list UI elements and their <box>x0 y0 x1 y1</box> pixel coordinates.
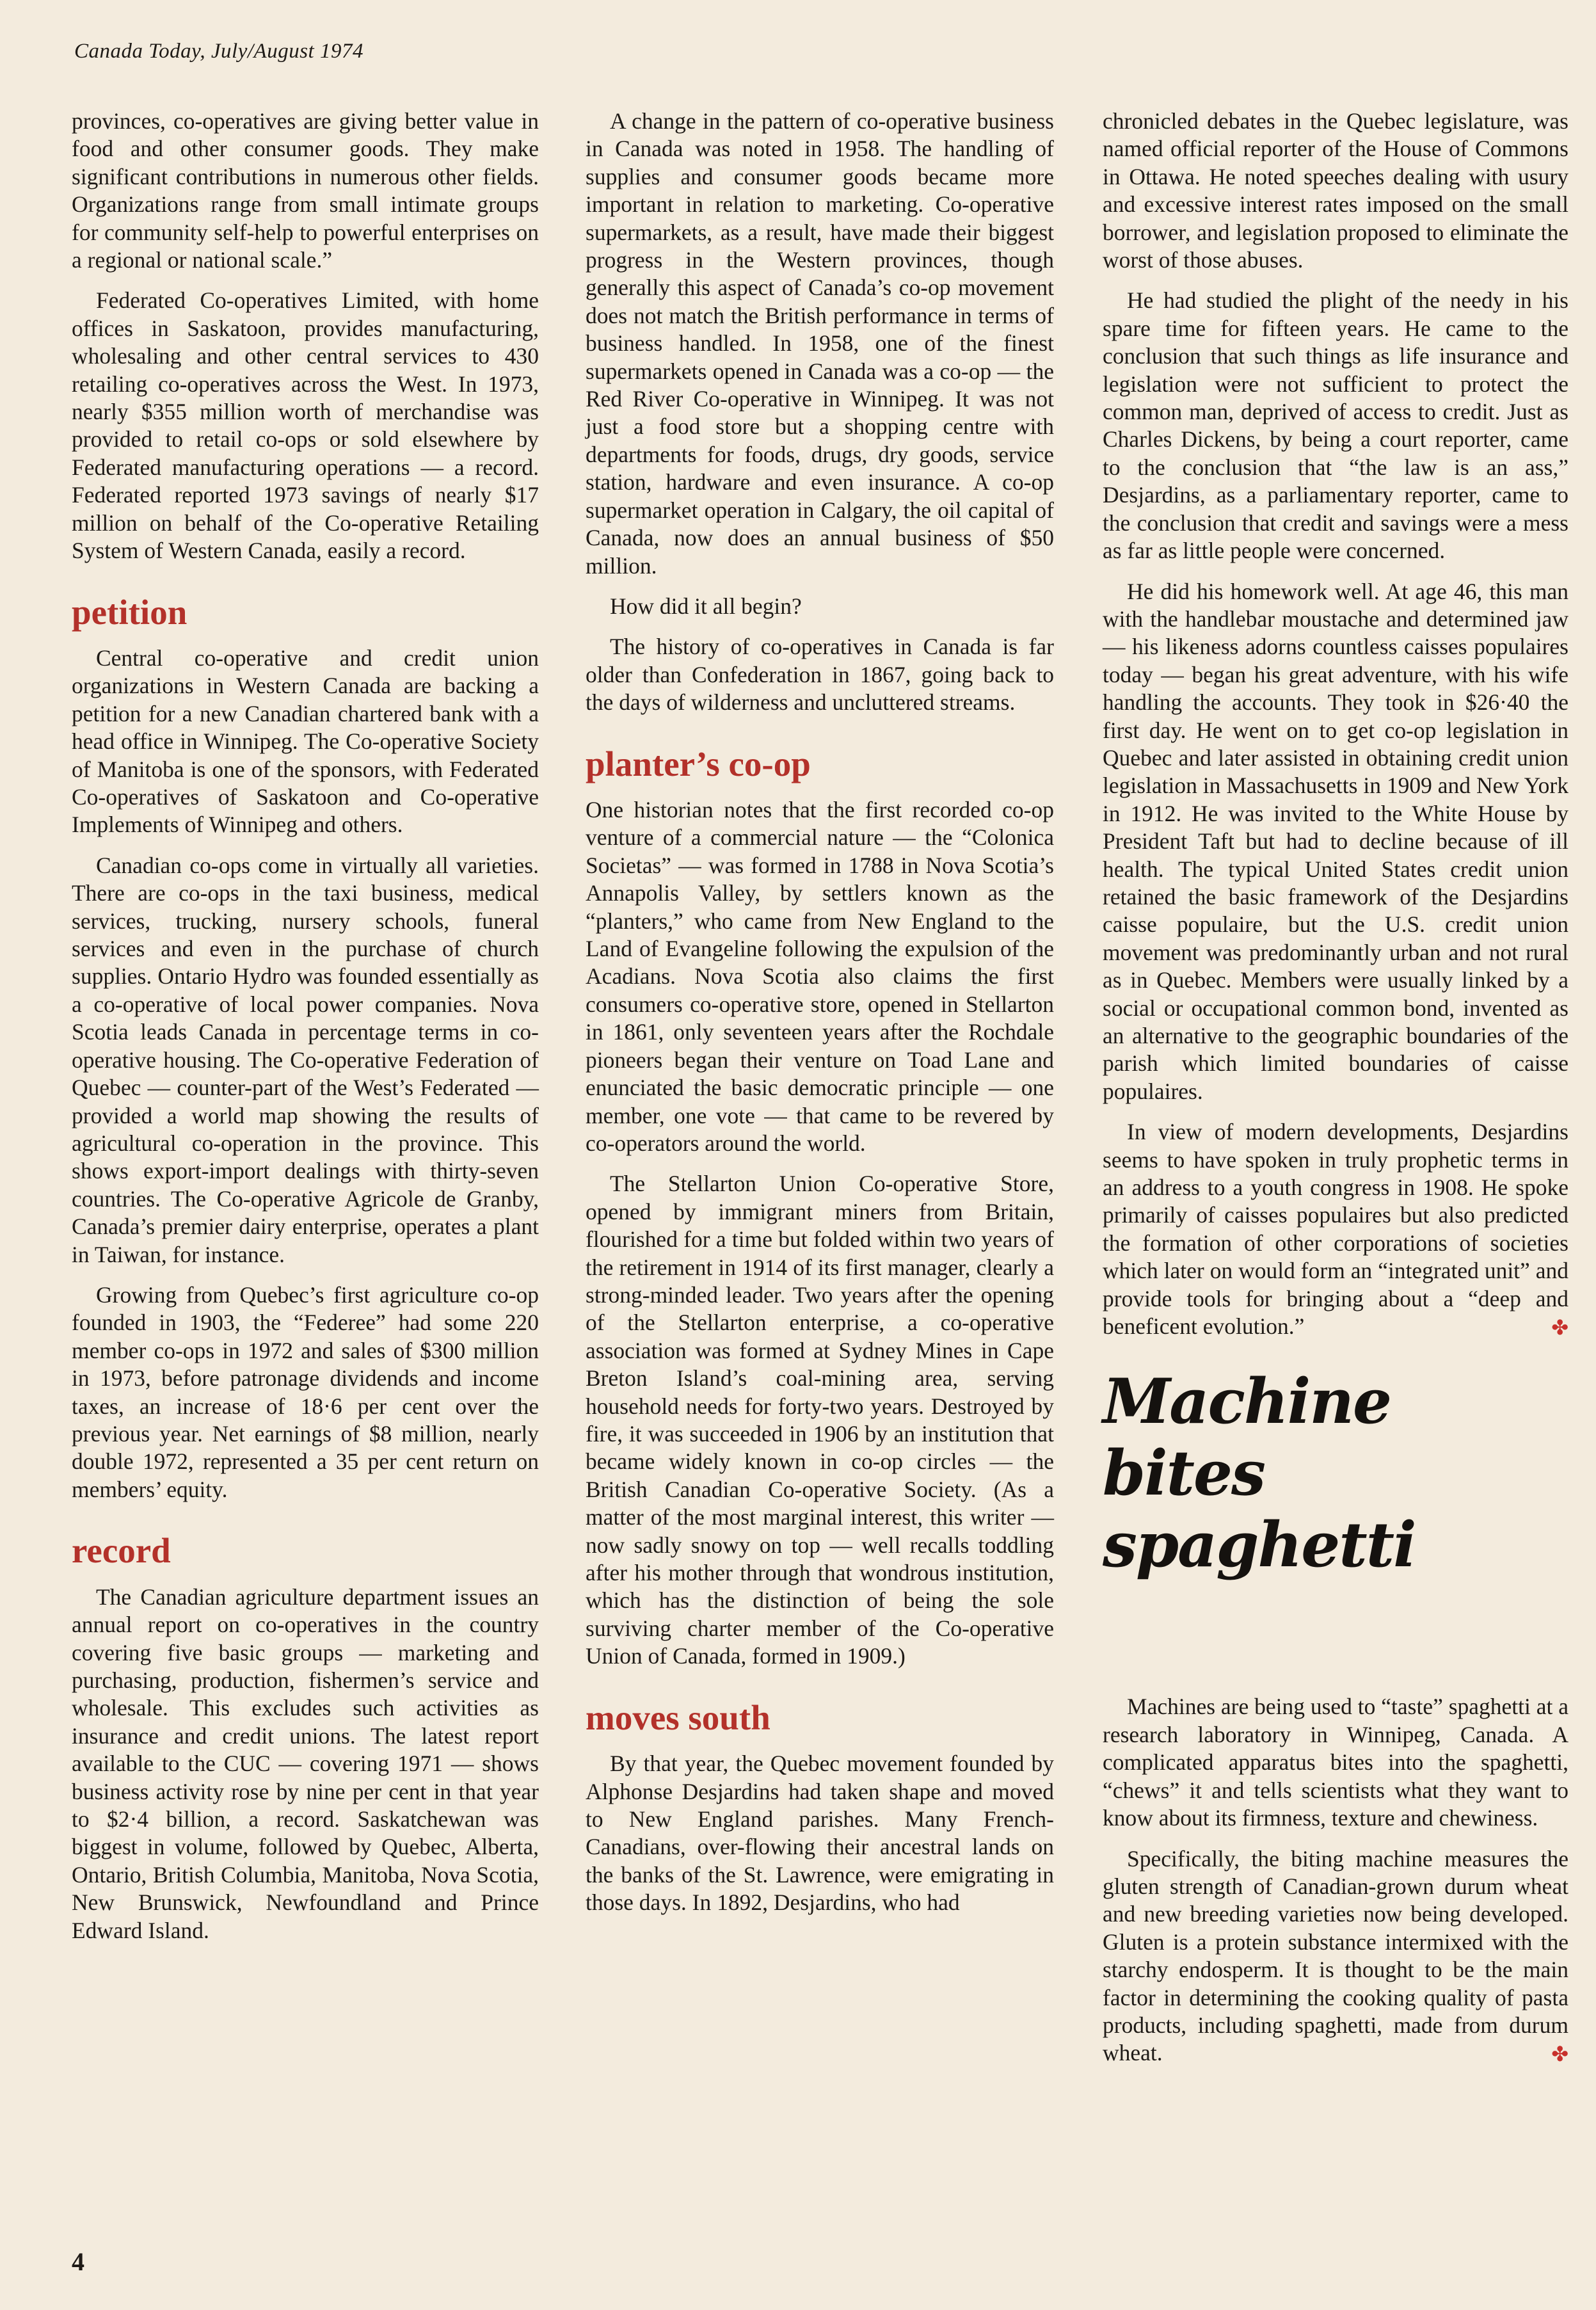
paragraph: How did it all begin? <box>610 593 802 619</box>
subhead-petition: petition <box>72 592 188 632</box>
paragraph <box>1103 1118 1568 1340</box>
subhead-record: record <box>72 1531 171 1571</box>
paragraph: The Stellarton Union Co-operative Store, opened by immigrant miners from Britain, flourished for a time but folded within two years of the retirement in 1914 of its first manager, clearly a strong-minded leader. Two years after the opening of the Stellarton enterprise, a co-operative association was formed at Sydney Mines in Cape Breton Island’s coal-mining area, serving household needs for forty-two years. Destroyed by fire, it was succeeded in 1906 by an institution that became widely known in co-op circles — the British Canadian Co-operative Society. (As a matter of the most marginal interest, this writer — now sadly snowy on top — well recalls toddling after his mother through that wondrous institution, which has the distinction of being the sole surviving charter member of the Co-operative Union of Canada, formed in 1909.) <box>586 1171 1054 1669</box>
paragraph: Machines are being used to “taste” spaghetti at a research laboratory in Winnipeg, Canada. A complicated apparatus bites into the spaghetti, “chews” it and tells scientists what they want to know about its firmness, texture and chewiness. <box>1103 1694 1569 1831</box>
paragraph-text: In view of modern developments, Desjardins seems to have spoken in truly prophetic terms in an address to a youth congress in 1908. He spoke primarily of caisses populaires but also predicted the formation of other corporations of societies which later on would form an “integrated unit” and provide tools for bringing about a “deep and beneficent evolution.” <box>1103 1119 1568 1340</box>
paragraph: He did his homework well. At age 46, this man with the handlebar moustache and determined jaw — his likeness adorns countless caisses populaires today — began his great adventure, with his wife handling the accounts. They took in $26·40 the first day. He went on to get co-op legislation in Quebec and later assisted in obtaining credit union legislation in Massachusetts in 1909 and New York in 1912. He was invited to the White House by President Taft but had to decline because of ill health. The typical United States credit union retained the basic framework of the Desjardins caisse populaire, but the U.S. credit union movement was predominantly urban and not rural as in Quebec. Members were usually linked by a social or occupational common bond, invented as an alternative to the geographic boundaries of the parish which limited boundaries of caisse populaires. <box>1103 578 1568 1104</box>
paragraph: Growing from Quebec’s first agriculture co-op founded in 1903, the “Federee” had some 220 member co-ops in 1972 and sales of $300 million in 1973, before patronage dividends and income taxes, an increase of 18·6 per cent over the previous year. Net earnings of $8 million, nearly double 1972, represented a 35 per cent return on members’ equity. <box>72 1281 539 1502</box>
column-1 <box>72 108 539 1957</box>
running-head: Canada Today, July/August 1974 <box>74 40 363 63</box>
paragraph: By that year, the Quebec movement founded by Alphonse Desjardins had taken shape and moved to New England parishes. Many French-Canadians, over-flowing their ancestral lands on the banks of the St. Lawrence, were emigrating in those days. In 1892, Desjardins, who had <box>586 1751 1054 1916</box>
column-3 <box>1103 108 1568 2080</box>
paragraph <box>1103 1845 1568 2067</box>
paragraph: Federated Co-operatives Limited, with home offices in Saskatoon, provides manufacturing, wholesaling and other central services to 430 retailing co-operatives across the West. In 1973, nearly $355 million worth of merchandise was provided to retail co-ops or sold elsewhere by Federated manufacturing operations — a record. Federated reported 1973 savings of nearly $17 million on behalf of the Co-operative Retailing System of Western Canada, easily a record. <box>72 287 539 564</box>
paragraph: Central co-operative and credit union organizations in Western Canada are backing a petition for a new Canadian chartered bank with a head office in Winnipeg. The Co-operative Society of Manitoba is one of the sponsors, with Federated Co-operatives of Saskatoon and Co-operative Implements of Winnipeg and others. <box>72 645 539 838</box>
paragraph: The Canadian agriculture department issues an annual report on co-operatives in the country covering five basic groups — marketing and purchasing, production, fishermen’s service and wholesale. This excludes such activities as insurance and credit unions. The latest report available to the CUC — covering 1971 — shows business activity rose by nine per cent in that year to $2·4 billion, a record. Saskatchewan was biggest in volume, followed by Quebec, Alberta, Ontario, British Columbia, Manitoba, Nova Scotia, New Brunswick, Newfoundland and Prince Edward Island. <box>72 1584 539 1943</box>
paragraph: He had studied the plight of the needy in his spare time for fifteen years. He came to the conclusion that such things as life insurance and legislation were not sufficient to protect the common man, deprived of access to credit. Just as Charles Dickens, by being a court reporter, came to the conclusion that “the law is an ass,” Desjardins, as a parliamentary reporter, came to the conclusion that credit and savings were a mess as far as little people were concerned. <box>1103 287 1568 564</box>
maple-leaf-icon: ✤ <box>1551 1316 1568 1340</box>
subhead-moves-south: moves south <box>586 1697 770 1737</box>
page-number: 4 <box>72 2247 84 2276</box>
subhead-planters-co-op: planter’s co-op <box>586 744 811 783</box>
paragraph: chronicled debates in the Quebec legislature, was named official reporter of the House of Commons in Ottawa. He noted speeches dealing with usury and excessive interest rates imposed on the small borrower, and legislation proposed to eliminate the worst of those abuses. <box>1103 108 1568 273</box>
paragraph-text: Specifically, the biting machine measures the gluten strength of Canadian-grown durum wheat and new breeding varieties now being developed. Gluten is a protein substance intermixed with the starchy endosperm. It is thought to be the main factor in determining the cooking quality of pasta products, including spaghetti, made from durum wheat. <box>1103 1845 1568 2066</box>
paragraph: Canadian co-ops come in virtually all varieties. There are co-ops in the taxi business, medical services, trucking, nursery schools, funeral services and even in the purchase of church supplies. Ontario Hydro was founded essentially as a co-operative of local power companies. Nova Scotia leads Canada in percentage terms in co-operative housing. The Co-operative Federation of Quebec — counter-part of the West’s Federated — provided a world map showing the results of agricultural co-operation in the province. This shows export-import dealings with thirty-seven countries. The Co-operative Agricole de Granby, Canada’s premier dairy enterprise, operates a plant in Taiwan, for instance. <box>72 852 539 1267</box>
paragraph: provinces, co-operatives are giving better value in food and other consumer goods. They make significant contributions in numerous other fields. Organizations range from small intimate groups for community self-help to powerful enterprises on a regional or national scale.” <box>72 108 539 273</box>
paragraph: One historian notes that the first recorded co-op venture of a commercial nature — the “Colonica Societas” — was formed in 1788 in Nova Scotia’s Annapolis Valley, by settlers known as the “planters,” who came from New England to the Land of Evangeline following the expulsion of the Acadians. Nova Scotia also claims the first consumers co-operative store, opened in Stellarton in 1861, only seventeen years after the Rochdale pioneers began their venture on Toad Lane and enunciated the basic democratic principle — one member, one vote — that came to be revered by co-operators around the world. <box>586 797 1054 1156</box>
paragraph: The history of co-operatives in Canada is far older than Confederation in 1867, going back to the days of wilderness and uncluttered streams. <box>586 634 1054 716</box>
paragraph: A change in the pattern of co-operative business in Canada was noted in 1958. The handling of supplies and consumer goods became more important in relation to marketing. Co-operative supermarkets, as a result, have made their biggest progress in the Western provinces, though generally this aspect of Canada’s co-op movement does not match the British performance in terms of business handled. In 1958, one of the finest supermarkets opened in Canada was a co-op — the Red River Co-operative in Winnipeg. It was not just a food store but a shopping centre with departments for foods, drugs, dry goods, service station, hardware and even insurance. A co-op supermarket operation in Calgary, the oil capital of Canada, now does an annual business of $50 million. <box>586 108 1054 579</box>
column-2 <box>586 108 1054 1930</box>
article-headline: Machine bites spaghetti <box>1103 1365 1416 1582</box>
maple-leaf-icon: ✤ <box>1551 2042 1568 2066</box>
